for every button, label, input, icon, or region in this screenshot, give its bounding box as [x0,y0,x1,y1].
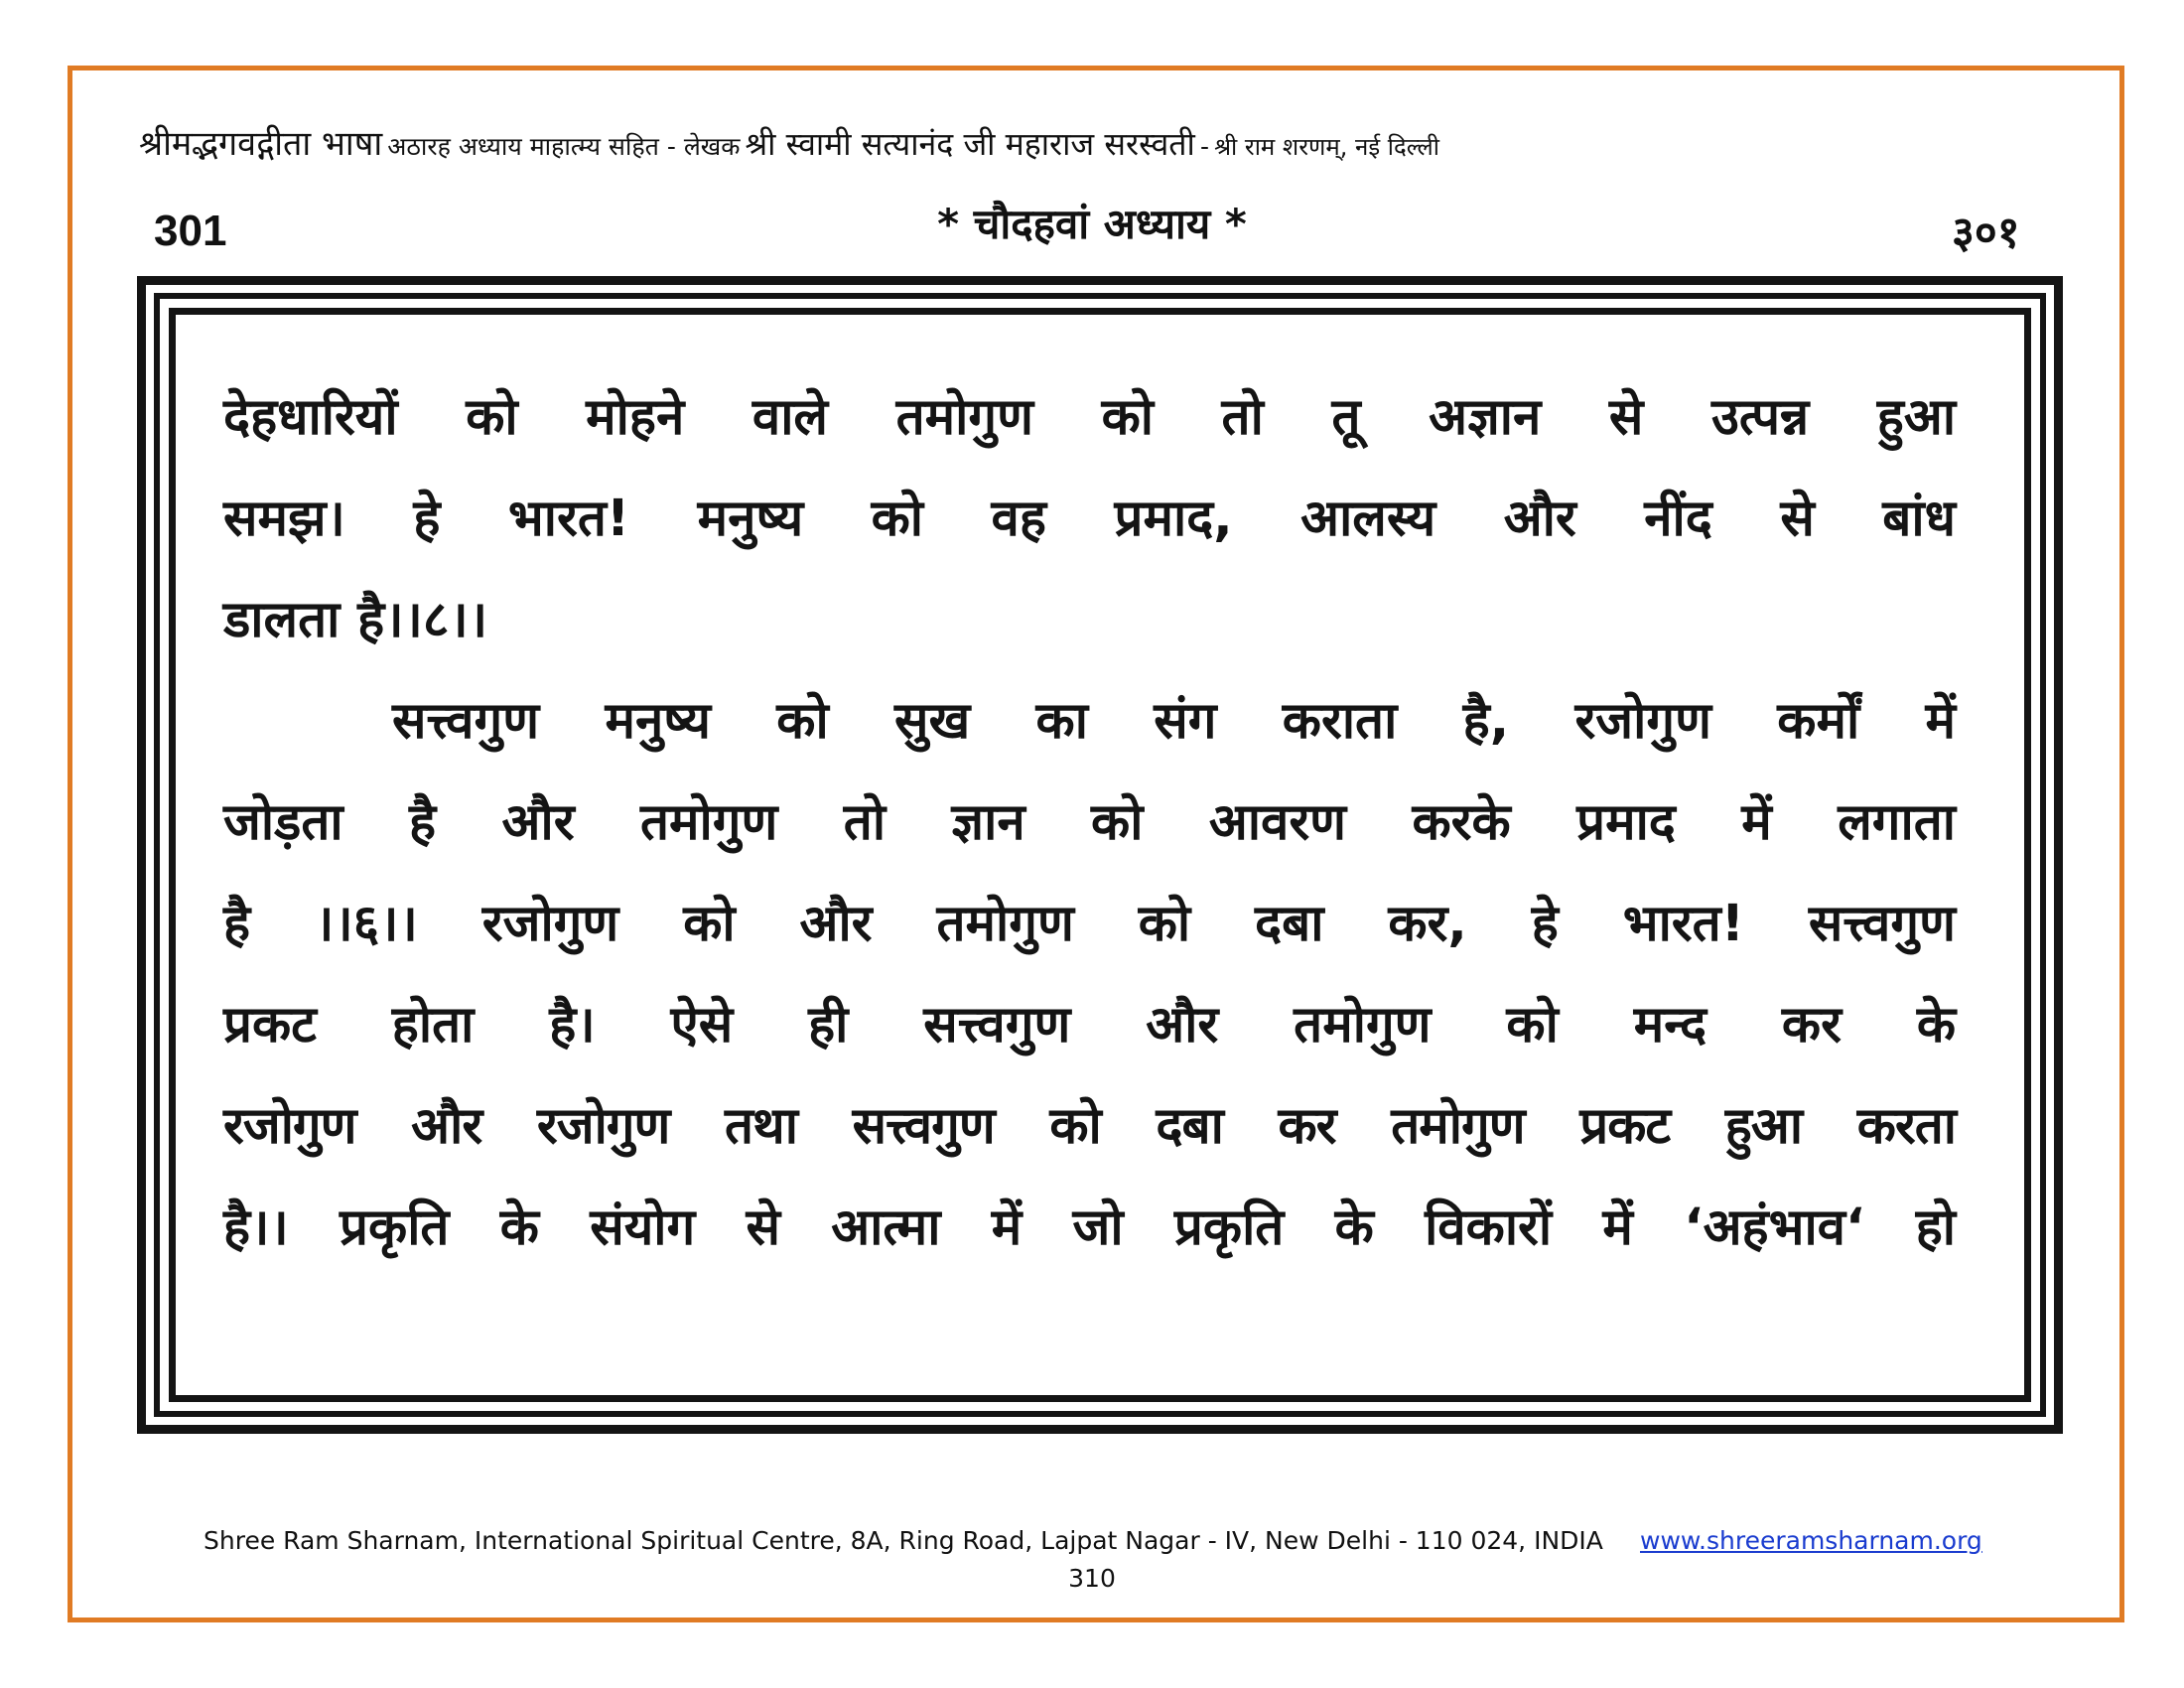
verse-line: डालता है।।८।। [223,591,488,649]
verse-line: देहधारियों को मोहने वाले तमोगुण को तो तू अज्ञान से उत्पन्न हुआ [223,388,1956,447]
page-number-right: ३०१ [1952,208,2020,258]
header-line [139,119,2065,165]
verse-line: जोड़ता है और तमोगुण तो ज्ञान को आवरण करके प्रमाद में लगाता [223,793,1956,852]
verse-line: समझ। हे भारत! मनुष्य को वह प्रमाद, आलस्य और नींद से बांध [223,490,1956,548]
chapter-title: * चौदहवां अध्याय * [937,200,1247,248]
header-author: श्री स्वामी सत्यानंद जी महाराज सरस्वती [745,125,1195,163]
page-number-left: 301 [154,207,227,255]
website-link[interactable]: www.shreeramsharnam.org [1640,1526,1982,1555]
header-publisher: श्री राम शरणम्, नई दिल्ली [1214,133,1440,161]
verse-line: प्रकट होता है। ऐसे ही सत्त्वगुण और तमोगुण को मन्द कर के [223,996,1956,1055]
verse-line: है ।।६।। रजोगुण को और तमोगुण को दबा कर, हे भारत! सत्त्वगुण [223,895,1956,953]
book-title: श्रीमद्भगवद्गीता भाषा [139,124,383,164]
verse-line: सत्त्वगुण मनुष्य को सुख का संग कराता है, रजोगुण कर्मों में [392,692,1956,751]
verse-text [223,367,1956,1279]
verse-line: है।। प्रकृति के संयोग से आत्मा में जो प्रकृति के विकारों में ‘अहंभाव‘ हो [223,1198,1956,1257]
header-subtitle: अठारह अध्याय माहात्म्य सहित - लेखक [387,132,741,161]
footer-page-number: 310 [1068,1564,1116,1593]
verse-line: रजोगुण और रजोगुण तथा सत्त्वगुण को दबा कर तमोगुण प्रकट हुआ करता [223,1097,1956,1156]
footer-address: Shree Ram Sharnam, International Spiritual Centre, 8A, Ring Road, Lajpat Nagar - IV, New Delhi - 110 024, INDIA [204,1526,1603,1555]
header-separator: - [1199,132,1209,161]
